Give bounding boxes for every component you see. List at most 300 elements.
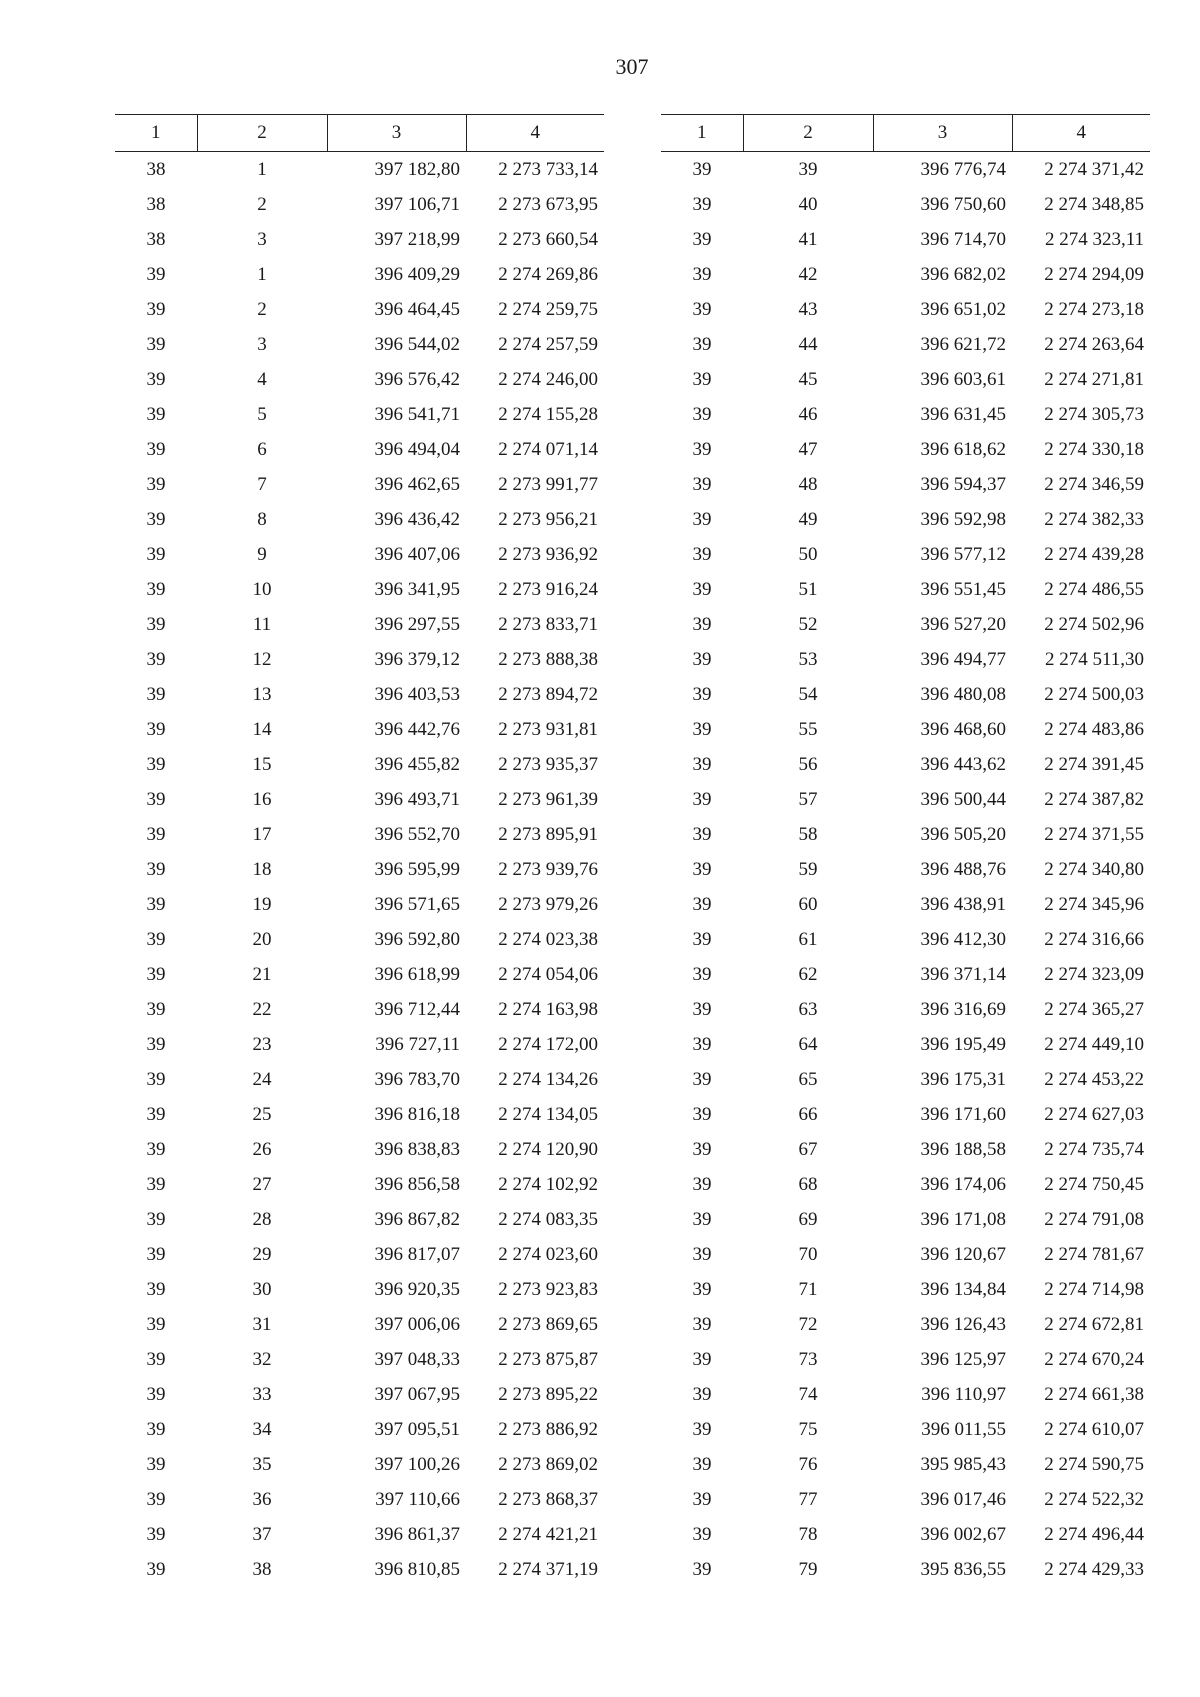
- x-coordinate-cell: 396 551,45: [920, 579, 1006, 600]
- point-number-cell: 10: [252, 579, 272, 600]
- point-number-cell: 23: [252, 1034, 272, 1055]
- table-row: [115, 1377, 604, 1412]
- x-coordinate-cell: 396 002,67: [920, 1524, 1006, 1545]
- point-number-cell: 64: [798, 1034, 818, 1055]
- contour-number-cell: 39: [146, 614, 166, 635]
- x-coordinate-cell: 396 727,11: [375, 1034, 460, 1055]
- table-row: [115, 712, 604, 747]
- table-row: [661, 887, 1150, 922]
- y-coordinate-cell: 2 274 486,55: [1044, 579, 1144, 600]
- table-row: [661, 397, 1150, 432]
- contour-number-cell: 39: [692, 1454, 712, 1475]
- point-number-cell: 75: [798, 1419, 818, 1440]
- y-coordinate-cell: 2 274 735,74: [1044, 1139, 1144, 1160]
- point-number-cell: 76: [798, 1454, 818, 1475]
- x-coordinate-cell: 396 011,55: [921, 1419, 1006, 1440]
- point-number-cell: 33: [252, 1384, 272, 1405]
- table-row: [115, 992, 604, 1027]
- table-row: [661, 1412, 1150, 1447]
- table-row: [115, 747, 604, 782]
- table-row: [661, 537, 1150, 572]
- contour-number-cell: 39: [692, 369, 712, 390]
- point-number-cell: 56: [798, 754, 818, 775]
- y-coordinate-cell: 2 274 670,24: [1044, 1349, 1144, 1370]
- table-row: [661, 1552, 1150, 1587]
- table-row: [115, 642, 604, 677]
- y-coordinate-cell: 2 274 155,28: [498, 404, 598, 425]
- table-row: [661, 432, 1150, 467]
- contour-number-cell: 39: [146, 1454, 166, 1475]
- x-coordinate-cell: 396 125,97: [920, 1349, 1006, 1370]
- point-number-cell: 60: [798, 894, 818, 915]
- point-number-cell: 78: [798, 1524, 818, 1545]
- contour-number-cell: 39: [692, 439, 712, 460]
- point-number-cell: 43: [798, 299, 818, 320]
- x-coordinate-cell: 396 488,76: [920, 859, 1006, 880]
- y-coordinate-cell: 2 273 833,71: [498, 614, 598, 635]
- y-coordinate-cell: 2 274 071,14: [498, 439, 598, 460]
- y-coordinate-cell: 2 274 316,66: [1044, 929, 1144, 950]
- table-row: [661, 1447, 1150, 1482]
- y-coordinate-cell: 2 273 923,83: [498, 1279, 598, 1300]
- table-row: [115, 1342, 604, 1377]
- x-coordinate-cell: 396 175,31: [920, 1069, 1006, 1090]
- contour-number-cell: 39: [146, 439, 166, 460]
- y-coordinate-cell: 2 274 257,59: [498, 334, 598, 355]
- table-row: [115, 677, 604, 712]
- contour-number-cell: 39: [692, 1489, 712, 1510]
- contour-number-cell: 39: [692, 1419, 712, 1440]
- point-number-cell: 11: [252, 614, 272, 635]
- y-coordinate-cell: 2 274 781,67: [1044, 1244, 1144, 1265]
- y-coordinate-cell: 2 274 172,00: [498, 1034, 598, 1055]
- table-row: [661, 922, 1150, 957]
- point-number-cell: 18: [252, 859, 272, 880]
- table-row: [115, 572, 604, 607]
- y-coordinate-cell: 2 274 330,18: [1044, 439, 1144, 460]
- x-coordinate-cell: 396 134,84: [920, 1279, 1006, 1300]
- x-coordinate-cell: 397 067,95: [374, 1384, 460, 1405]
- contour-number-cell: 39: [692, 264, 712, 285]
- x-coordinate-cell: 396 838,83: [374, 1139, 460, 1160]
- coordinates-table-left: [115, 114, 604, 1587]
- table-row: [115, 152, 604, 188]
- table-row: [661, 1027, 1150, 1062]
- x-coordinate-cell: 396 494,04: [374, 439, 460, 460]
- y-coordinate-cell: 2 274 023,38: [498, 929, 598, 950]
- y-coordinate-cell: 2 274 323,09: [1044, 964, 1144, 985]
- point-number-cell: 66: [798, 1104, 818, 1125]
- table-row: [115, 1307, 604, 1342]
- point-number-cell: 6: [257, 439, 267, 460]
- x-coordinate-cell: 396 120,67: [920, 1244, 1006, 1265]
- table-row: [115, 1552, 604, 1587]
- table-row: [115, 922, 604, 957]
- y-coordinate-cell: 2 274 439,28: [1044, 544, 1144, 565]
- x-coordinate-cell: 396 171,60: [920, 1104, 1006, 1125]
- table-row: [661, 957, 1150, 992]
- x-coordinate-cell: 396 341,95: [374, 579, 460, 600]
- point-number-cell: 44: [798, 334, 818, 355]
- y-coordinate-cell: 2 274 305,73: [1044, 404, 1144, 425]
- table-row: [115, 852, 604, 887]
- point-number-cell: 3: [257, 229, 267, 250]
- table-row: [661, 1342, 1150, 1377]
- y-coordinate-cell: 2 274 714,98: [1044, 1279, 1144, 1300]
- point-number-cell: 27: [252, 1174, 272, 1195]
- point-number-cell: 13: [252, 684, 272, 705]
- y-coordinate-cell: 2 274 083,35: [498, 1209, 598, 1230]
- x-coordinate-cell: 396 817,07: [374, 1244, 460, 1265]
- point-number-cell: 34: [252, 1419, 272, 1440]
- x-coordinate-cell: 396 412,30: [920, 929, 1006, 950]
- point-number-cell: 59: [798, 859, 818, 880]
- x-coordinate-cell: 396 595,99: [374, 859, 460, 880]
- contour-number-cell: 39: [146, 544, 166, 565]
- contour-number-cell: 39: [146, 1489, 166, 1510]
- contour-number-cell: 39: [146, 719, 166, 740]
- table-row: [115, 1027, 604, 1062]
- x-coordinate-cell: 397 106,71: [374, 194, 460, 215]
- contour-number-cell: 39: [692, 1384, 712, 1405]
- point-number-cell: 25: [252, 1104, 272, 1125]
- point-number-cell: 8: [257, 509, 267, 530]
- contour-number-cell: 39: [146, 1384, 166, 1405]
- contour-number-cell: 39: [146, 684, 166, 705]
- x-coordinate-cell: 396 188,58: [920, 1139, 1006, 1160]
- contour-number-cell: 39: [692, 1034, 712, 1055]
- point-number-cell: 2: [257, 299, 267, 320]
- point-number-cell: 69: [798, 1209, 818, 1230]
- point-number-cell: 53: [798, 649, 818, 670]
- contour-number-cell: 39: [692, 1069, 712, 1090]
- contour-number-cell: 39: [692, 544, 712, 565]
- table-row: [115, 957, 604, 992]
- contour-number-cell: 38: [146, 229, 166, 250]
- point-number-cell: 57: [798, 789, 818, 810]
- x-coordinate-cell: 396 017,46: [920, 1489, 1006, 1510]
- y-coordinate-cell: 2 274 511,30: [1044, 649, 1144, 670]
- point-number-cell: 12: [252, 649, 272, 670]
- table-row: [661, 1167, 1150, 1202]
- point-number-cell: 24: [252, 1069, 272, 1090]
- contour-number-cell: 39: [146, 1104, 166, 1125]
- x-coordinate-cell: 396 442,76: [374, 719, 460, 740]
- point-number-cell: 29: [252, 1244, 272, 1265]
- x-coordinate-cell: 396 443,62: [920, 754, 1006, 775]
- table-row: [115, 887, 604, 922]
- y-coordinate-cell: 2 273 869,02: [498, 1454, 598, 1475]
- table-row: [115, 187, 604, 222]
- point-number-cell: 14: [252, 719, 272, 740]
- y-coordinate-cell: 2 273 936,92: [498, 544, 598, 565]
- x-coordinate-cell: 396 861,37: [374, 1524, 460, 1545]
- table-row: [661, 1517, 1150, 1552]
- y-coordinate-cell: 2 274 345,96: [1044, 894, 1144, 915]
- point-number-cell: 54: [798, 684, 818, 705]
- y-coordinate-cell: 2 274 627,03: [1044, 1104, 1144, 1125]
- table-row: [661, 992, 1150, 1027]
- point-number-cell: 22: [252, 999, 272, 1020]
- contour-number-cell: 39: [692, 334, 712, 355]
- y-coordinate-cell: 2 274 054,06: [498, 964, 598, 985]
- point-number-cell: 42: [798, 264, 818, 285]
- y-coordinate-cell: 2 274 522,32: [1044, 1489, 1144, 1510]
- y-coordinate-cell: 2 273 673,95: [498, 194, 598, 215]
- y-coordinate-cell: 2 274 483,86: [1044, 719, 1144, 740]
- y-coordinate-cell: 2 274 348,85: [1044, 194, 1144, 215]
- x-coordinate-cell: 396 810,85: [374, 1559, 460, 1580]
- contour-number-cell: 39: [692, 614, 712, 635]
- y-coordinate-cell: 2 273 660,54: [498, 229, 598, 250]
- table-row: [115, 1097, 604, 1132]
- point-number-cell: 30: [252, 1279, 272, 1300]
- point-number-cell: 41: [798, 229, 818, 250]
- table-row: [661, 1062, 1150, 1097]
- y-coordinate-cell: 2 274 323,11: [1044, 229, 1144, 250]
- point-number-cell: 58: [798, 824, 818, 845]
- y-coordinate-cell: 2 274 449,10: [1044, 1034, 1144, 1055]
- x-coordinate-cell: 397 006,06: [374, 1314, 460, 1335]
- contour-number-cell: 39: [146, 1069, 166, 1090]
- point-number-cell: 19: [252, 894, 272, 915]
- contour-number-cell: 39: [146, 964, 166, 985]
- contour-number-cell: 39: [146, 1244, 166, 1265]
- contour-number-cell: 39: [146, 754, 166, 775]
- y-coordinate-cell: 2 274 365,27: [1044, 999, 1144, 1020]
- x-coordinate-cell: 396 462,65: [374, 474, 460, 495]
- point-number-cell: 68: [798, 1174, 818, 1195]
- contour-number-cell: 39: [692, 789, 712, 810]
- x-coordinate-cell: 396 527,20: [920, 614, 1006, 635]
- contour-number-cell: 39: [692, 649, 712, 670]
- x-coordinate-cell: 396 171,08: [920, 1209, 1006, 1230]
- column-header-4: 4: [466, 115, 604, 152]
- y-coordinate-cell: 2 274 102,92: [498, 1174, 598, 1195]
- x-coordinate-cell: 396 455,82: [374, 754, 460, 775]
- y-coordinate-cell: 2 274 496,44: [1044, 1524, 1144, 1545]
- point-number-cell: 72: [798, 1314, 818, 1335]
- table-row: [661, 747, 1150, 782]
- x-coordinate-cell: 396 126,43: [920, 1314, 1006, 1335]
- table-body-right: [661, 152, 1150, 1588]
- x-coordinate-cell: 397 110,66: [375, 1489, 460, 1510]
- point-number-cell: 26: [252, 1139, 272, 1160]
- contour-number-cell: 39: [146, 369, 166, 390]
- x-coordinate-cell: 396 856,58: [374, 1174, 460, 1195]
- table-row: [661, 817, 1150, 852]
- x-coordinate-cell: 396 750,60: [920, 194, 1006, 215]
- contour-number-cell: 39: [146, 929, 166, 950]
- x-coordinate-cell: 396 468,60: [920, 719, 1006, 740]
- y-coordinate-cell: 2 273 895,22: [498, 1384, 598, 1405]
- contour-number-cell: 39: [146, 1559, 166, 1580]
- y-coordinate-cell: 2 273 979,26: [498, 894, 598, 915]
- y-coordinate-cell: 2 274 382,33: [1044, 509, 1144, 530]
- contour-number-cell: 39: [692, 824, 712, 845]
- page-number: 307: [615, 54, 649, 79]
- contour-number-cell: 39: [692, 1139, 712, 1160]
- contour-number-cell: 39: [692, 999, 712, 1020]
- point-number-cell: 36: [252, 1489, 272, 1510]
- contour-number-cell: 39: [692, 1349, 712, 1370]
- contour-number-cell: 39: [692, 1314, 712, 1335]
- x-coordinate-cell: 396 480,08: [920, 684, 1006, 705]
- point-number-cell: 20: [252, 929, 272, 950]
- y-coordinate-cell: 2 274 371,19: [498, 1559, 598, 1580]
- point-number-cell: 7: [257, 474, 267, 495]
- contour-number-cell: 39: [146, 999, 166, 1020]
- y-coordinate-cell: 2 274 453,22: [1044, 1069, 1144, 1090]
- contour-number-cell: 39: [146, 299, 166, 320]
- table-row: [661, 607, 1150, 642]
- table-row: [115, 397, 604, 432]
- point-number-cell: 79: [798, 1559, 818, 1580]
- x-coordinate-cell: 396 651,02: [920, 299, 1006, 320]
- x-coordinate-cell: 396 682,02: [920, 264, 1006, 285]
- point-number-cell: 50: [798, 544, 818, 565]
- y-coordinate-cell: 2 274 259,75: [498, 299, 598, 320]
- x-coordinate-cell: 396 174,06: [920, 1174, 1006, 1195]
- y-coordinate-cell: 2 274 371,55: [1044, 824, 1144, 845]
- contour-number-cell: 39: [692, 509, 712, 530]
- point-number-cell: 21: [252, 964, 272, 985]
- y-coordinate-cell: 2 273 733,14: [498, 159, 598, 180]
- contour-number-cell: 39: [692, 754, 712, 775]
- y-coordinate-cell: 2 274 340,80: [1044, 859, 1144, 880]
- contour-number-cell: 39: [146, 1419, 166, 1440]
- contour-number-cell: 39: [146, 579, 166, 600]
- x-coordinate-cell: 397 095,51: [374, 1419, 460, 1440]
- point-number-cell: 4: [257, 369, 267, 390]
- y-coordinate-cell: 2 273 935,37: [498, 754, 598, 775]
- x-coordinate-cell: 396 776,74: [920, 159, 1006, 180]
- x-coordinate-cell: 396 316,69: [920, 999, 1006, 1020]
- table-row: [661, 782, 1150, 817]
- x-coordinate-cell: 396 603,61: [920, 369, 1006, 390]
- x-coordinate-cell: 396 110,97: [921, 1384, 1006, 1405]
- x-coordinate-cell: 396 920,35: [374, 1279, 460, 1300]
- table-row: [661, 467, 1150, 502]
- y-coordinate-cell: 2 273 916,24: [498, 579, 598, 600]
- y-coordinate-cell: 2 273 894,72: [498, 684, 598, 705]
- y-coordinate-cell: 2 274 502,96: [1044, 614, 1144, 635]
- contour-number-cell: 39: [146, 1349, 166, 1370]
- point-number-cell: 38: [252, 1559, 272, 1580]
- y-coordinate-cell: 2 273 931,81: [498, 719, 598, 740]
- y-coordinate-cell: 2 273 869,65: [498, 1314, 598, 1335]
- contour-number-cell: 39: [146, 509, 166, 530]
- x-coordinate-cell: 396 544,02: [374, 334, 460, 355]
- y-coordinate-cell: 2 274 273,18: [1044, 299, 1144, 320]
- contour-number-cell: 39: [692, 1244, 712, 1265]
- x-coordinate-cell: 396 379,12: [374, 649, 460, 670]
- x-coordinate-cell: 396 621,72: [920, 334, 1006, 355]
- table-row: [115, 1482, 604, 1517]
- table-row: [115, 1272, 604, 1307]
- column-header-2: 2: [743, 115, 873, 152]
- point-number-cell: 55: [798, 719, 818, 740]
- contour-number-cell: 39: [692, 159, 712, 180]
- contour-number-cell: 39: [692, 929, 712, 950]
- table-row: [115, 1132, 604, 1167]
- table-row: [115, 362, 604, 397]
- point-number-cell: 5: [257, 404, 267, 425]
- y-coordinate-cell: 2 273 886,92: [498, 1419, 598, 1440]
- contour-number-cell: 39: [146, 824, 166, 845]
- point-number-cell: 65: [798, 1069, 818, 1090]
- point-number-cell: 48: [798, 474, 818, 495]
- table-row: [661, 1202, 1150, 1237]
- x-coordinate-cell: 396 712,44: [374, 999, 460, 1020]
- point-number-cell: 17: [252, 824, 272, 845]
- contour-number-cell: 39: [146, 789, 166, 810]
- x-coordinate-cell: 396 552,70: [374, 824, 460, 845]
- x-coordinate-cell: 397 182,80: [374, 159, 460, 180]
- point-number-cell: 32: [252, 1349, 272, 1370]
- y-coordinate-cell: 2 273 991,77: [498, 474, 598, 495]
- table-header-row: [661, 115, 1150, 152]
- contour-number-cell: 39: [692, 1104, 712, 1125]
- column-header-3: 3: [873, 115, 1012, 152]
- table-row: [661, 852, 1150, 887]
- table-body-left: [115, 152, 604, 1588]
- contour-number-cell: 39: [692, 194, 712, 215]
- point-number-cell: 49: [798, 509, 818, 530]
- x-coordinate-cell: 395 985,43: [920, 1454, 1006, 1475]
- y-coordinate-cell: 2 274 263,64: [1044, 334, 1144, 355]
- point-number-cell: 15: [252, 754, 272, 775]
- table-row: [115, 222, 604, 257]
- contour-number-cell: 39: [692, 229, 712, 250]
- y-coordinate-cell: 2 274 346,59: [1044, 474, 1144, 495]
- point-number-cell: 31: [252, 1314, 272, 1335]
- table-row: [661, 257, 1150, 292]
- contour-number-cell: 39: [692, 404, 712, 425]
- x-coordinate-cell: 396 592,98: [920, 509, 1006, 530]
- x-coordinate-cell: 396 714,70: [920, 229, 1006, 250]
- y-coordinate-cell: 2 274 269,86: [498, 264, 598, 285]
- table-row: [115, 467, 604, 502]
- y-coordinate-cell: 2 274 791,08: [1044, 1209, 1144, 1230]
- table-header-row: [115, 115, 604, 152]
- x-coordinate-cell: 396 505,20: [920, 824, 1006, 845]
- table-row: [115, 257, 604, 292]
- point-number-cell: 77: [798, 1489, 818, 1510]
- contour-number-cell: 39: [146, 649, 166, 670]
- table-row: [661, 187, 1150, 222]
- table-row: [661, 642, 1150, 677]
- table-row: [115, 502, 604, 537]
- table-row: [115, 1167, 604, 1202]
- table-row: [661, 712, 1150, 747]
- point-number-cell: 1: [257, 264, 267, 285]
- table-row: [115, 607, 604, 642]
- point-number-cell: 62: [798, 964, 818, 985]
- table-row: [661, 327, 1150, 362]
- table-row: [115, 292, 604, 327]
- table-row: [115, 782, 604, 817]
- contour-number-cell: 39: [692, 1559, 712, 1580]
- y-coordinate-cell: 2 274 387,82: [1044, 789, 1144, 810]
- x-coordinate-cell: 396 371,14: [920, 964, 1006, 985]
- x-coordinate-cell: 396 783,70: [374, 1069, 460, 1090]
- x-coordinate-cell: 396 867,82: [374, 1209, 460, 1230]
- y-coordinate-cell: 2 274 590,75: [1044, 1454, 1144, 1475]
- contour-number-cell: 39: [146, 1034, 166, 1055]
- point-number-cell: 16: [252, 789, 272, 810]
- x-coordinate-cell: 396 541,71: [374, 404, 460, 425]
